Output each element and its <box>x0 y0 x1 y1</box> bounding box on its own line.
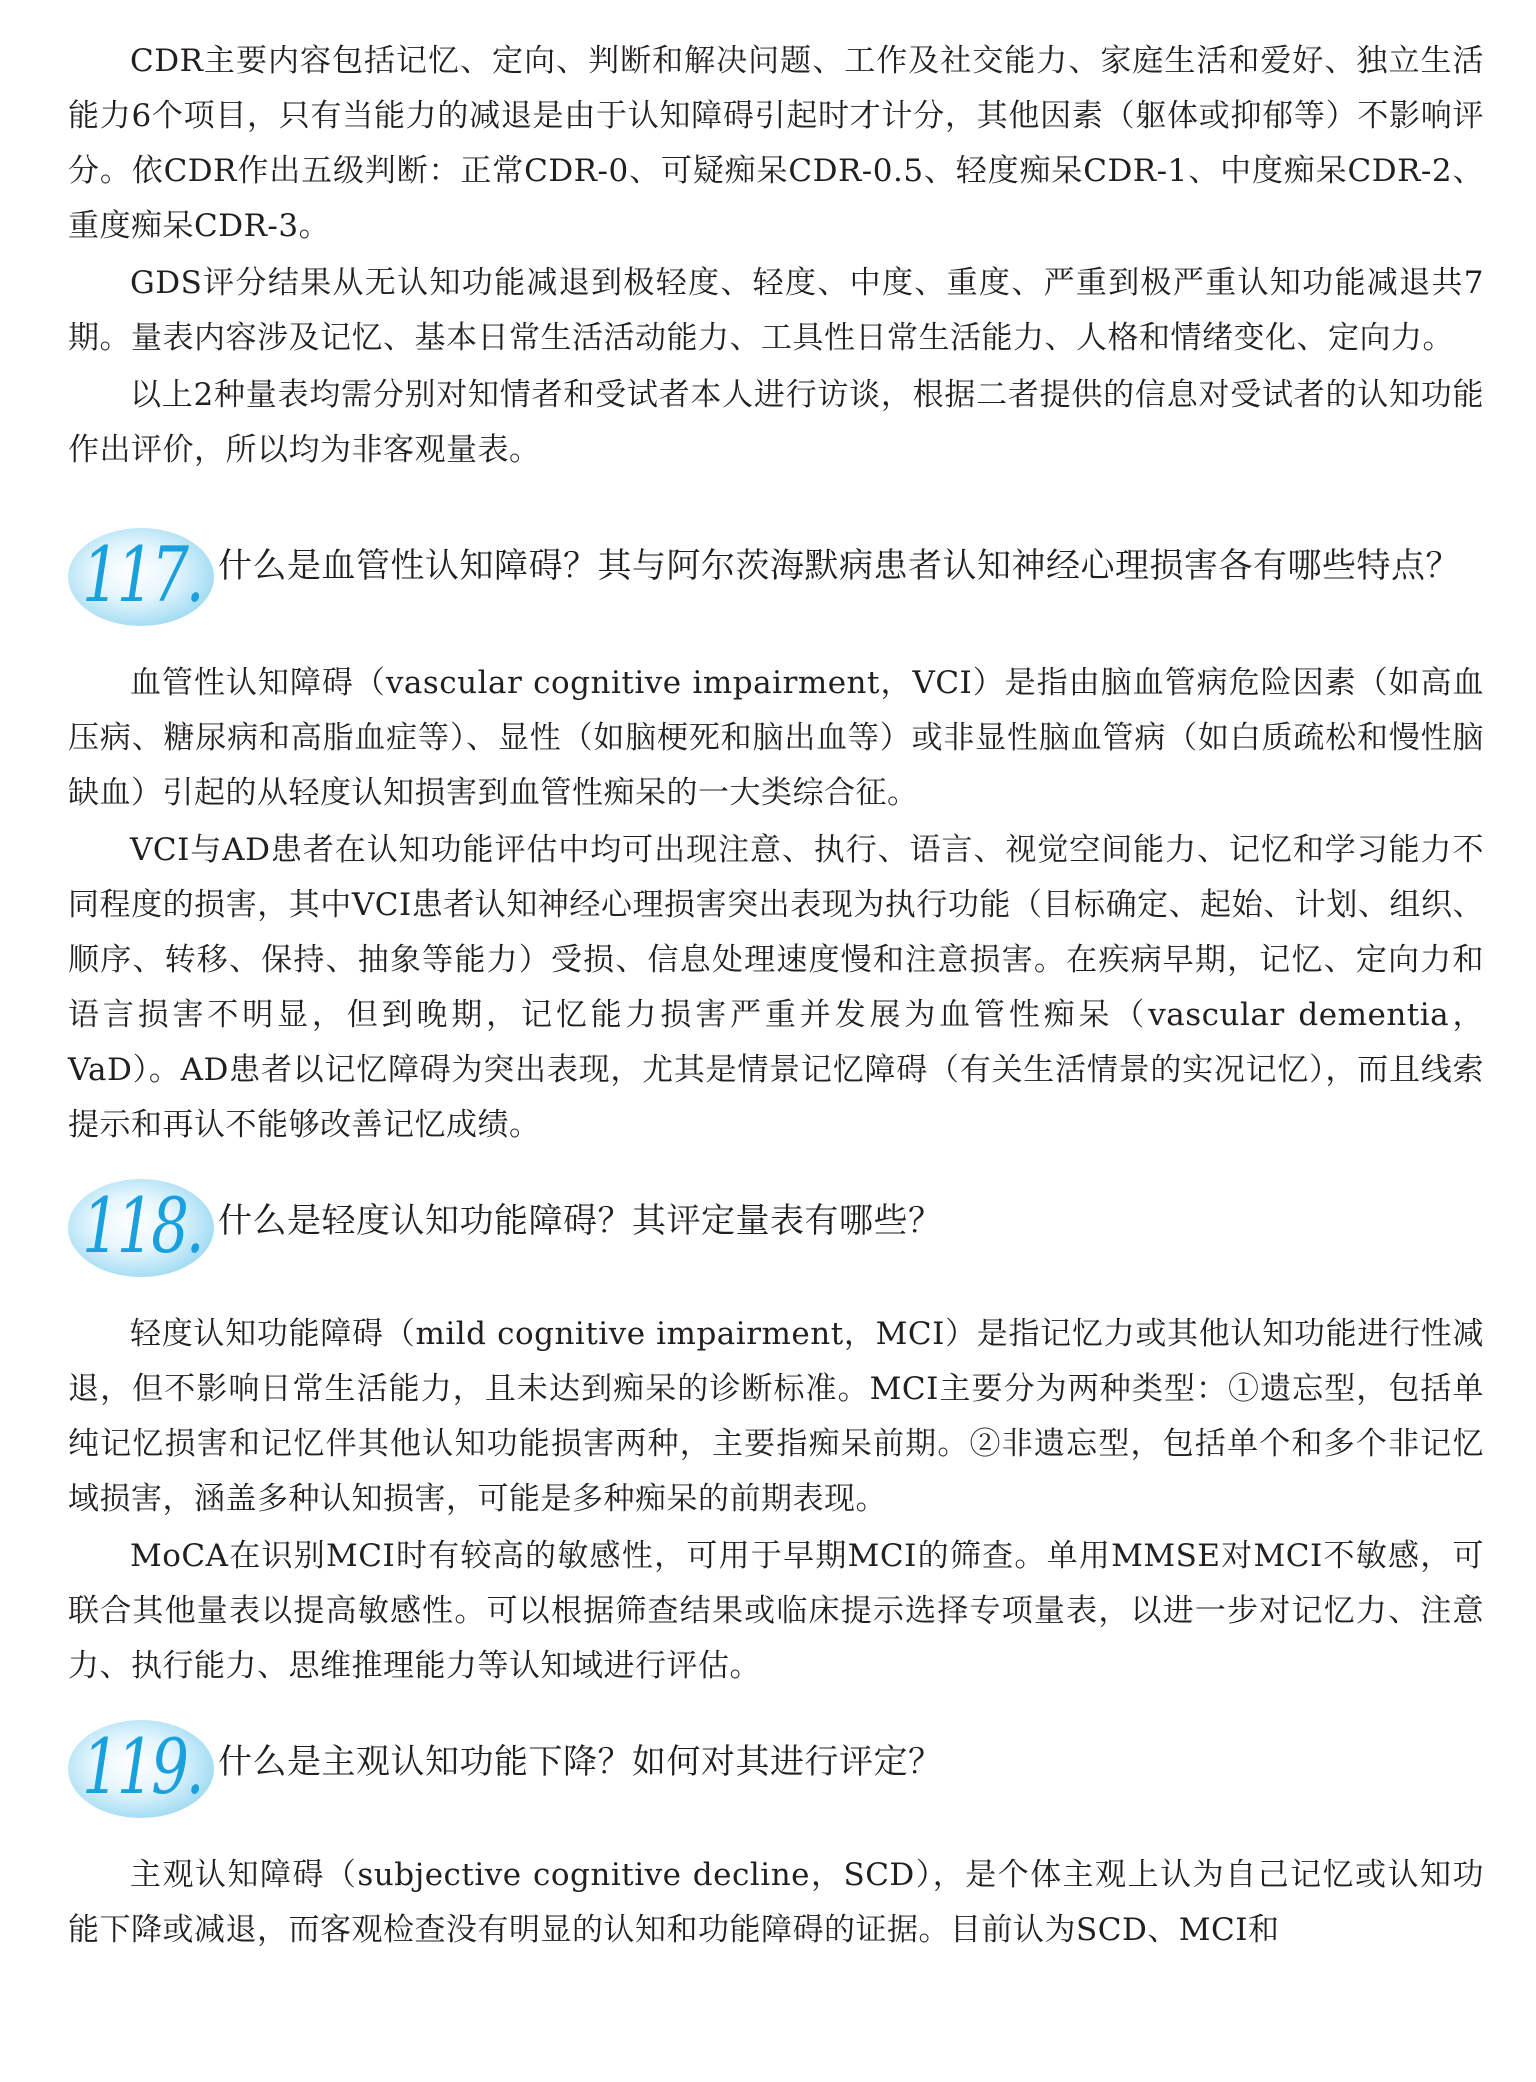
question-number-badge <box>68 1716 214 1818</box>
question-number-badge <box>68 1175 214 1277</box>
question-heading <box>68 1716 1484 1818</box>
question-title: 什么是轻度认知功能障碍？其评定量表有哪些？ <box>218 1201 943 1241</box>
paragraph: CDR主要内容包括记忆、定向、判断和解决问题、工作及社交能力、家庭生活和爱好、独立生活能力6个项目，只有当能力的减退是由于认知障碍引起时才计分，其他因素（躯体或抑郁等）不影响评分。依CDR作出五级判断：正常CDR-0、可疑痴呆CDR-0.5、轻度痴呆CDR-1、中度痴呆CDR-2、重度痴呆CDR-3。 <box>68 43 1484 244</box>
question-number-badge <box>68 524 214 626</box>
paragraph: 血管性认知障碍（vascular cognitive impairment，VCI）是指由脑血管病危险因素（如高血压病、糖尿病和高脂血症等）、显性（如脑梗死和脑出血等）或非显性脑血管病（如白质疏松和慢性脑缺血）引起的从轻度认知损害到血管性痴呆的一大类综合征。 <box>68 665 1484 811</box>
paragraph: 轻度认知功能障碍（mild cognitive impairment，MCI）是指记忆力或其他认知功能进行性减退，但不影响日常生活能力，且未达到痴呆的诊断标准。MCI主要分为两种类型：①遗忘型，包括单纯记忆损害和记忆伴其他认知功能损害两种，主要指痴呆前期。②非遗忘型，包括单个和多个非记忆域损害，涵盖多种认知损害，可能是多种痴呆的前期表现。 <box>68 1316 1484 1517</box>
paragraph: 主观认知障碍（subjective cognitive decline，SCD），是个体主观上认为自己记忆或认知功能下降或减退，而客观检查没有明显的认知和功能障碍的证据。目前认为SCD、MCI和 <box>68 1857 1484 1948</box>
paragraph: VCI与AD患者在认知功能评估中均可出现注意、执行、语言、视觉空间能力、记忆和学习能力不同程度的损害，其中VCI患者认知神经心理损害突出表现为执行功能（目标确定、起始、计划、组织、顺序、转移、保持、抽象等能力）受损、信息处理速度慢和注意损害。在疾病早期，记忆、定向力和语言损害不明显，但到晚期，记忆能力损害严重并发展为血管性痴呆（vascular dementia，VaD）。AD患者以记忆障碍为突出表现，尤其是情景记忆障碍（有关生活情景的实况记忆），而且线索提示和再认不能够改善记忆成绩。 <box>68 832 1484 1143</box>
question-heading <box>68 1175 1484 1277</box>
question-heading <box>68 524 1484 626</box>
paragraph: MoCA在识别MCI时有较高的敏感性，可用于早期MCI的筛查。单用MMSE对MCI不敏感，可联合其他量表以提高敏感性。可以根据筛查结果或临床提示选择专项量表，以进一步对记忆力、注意力、执行能力、思维推理能力等认知域进行评估。 <box>68 1538 1484 1684</box>
question-118-section <box>68 1175 1484 1694</box>
question-number: 118. <box>82 1181 202 1270</box>
paragraph: 以上2种量表均需分别对知情者和受试者本人进行访谈，根据二者提供的信息对受试者的认知功能作出评价，所以均为非客观量表。 <box>68 377 1484 468</box>
question-117-section <box>68 524 1484 1153</box>
question-number: 117. <box>82 530 202 619</box>
question-119-section <box>68 1716 1484 1958</box>
question-title: 什么是主观认知功能下降？如何对其进行评定？ <box>218 1742 943 1782</box>
intro-section <box>68 34 1484 478</box>
paragraph: GDS评分结果从无认知功能减退到极轻度、轻度、中度、重度、严重到极严重认知功能减退共7期。量表内容涉及记忆、基本日常生活活动能力、工具性日常生活能力、人格和情绪变化、定向力。 <box>68 265 1484 356</box>
question-title: 什么是血管性认知障碍？其与阿尔茨海默病患者认知神经心理损害各有哪些特点？ <box>218 546 1460 586</box>
question-number: 119. <box>82 1722 202 1811</box>
